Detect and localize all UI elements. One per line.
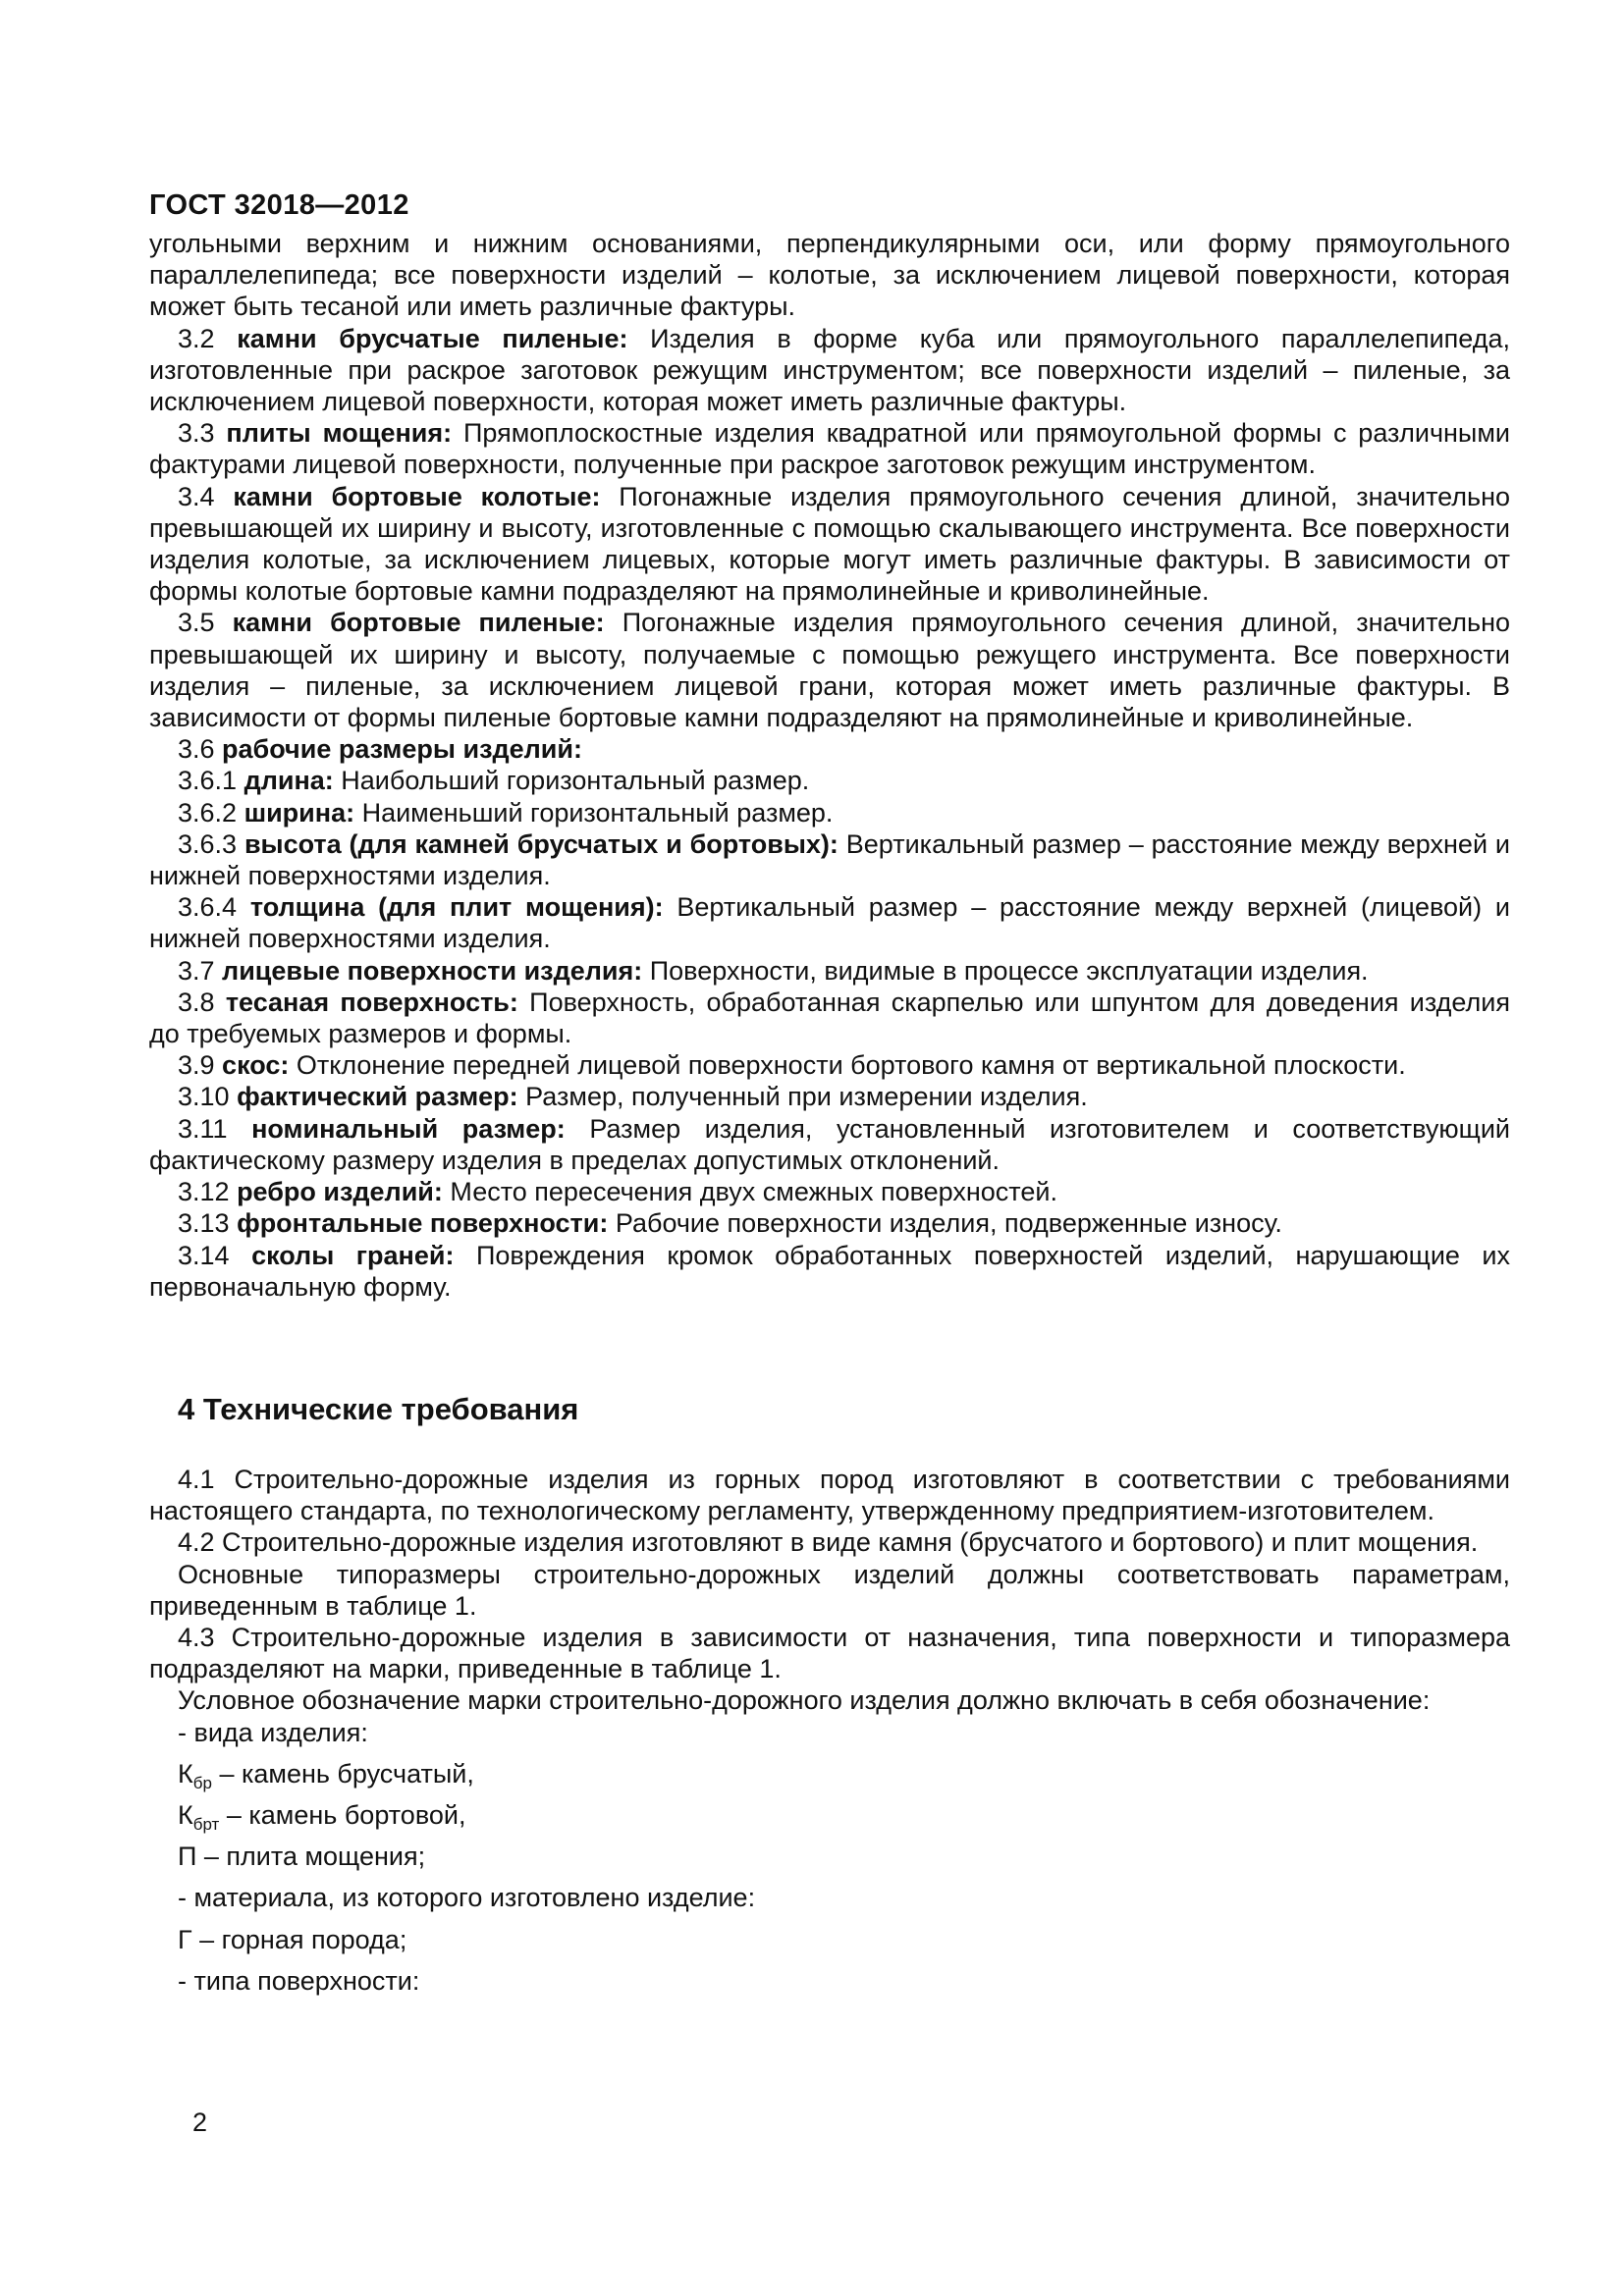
term-paragraph-3-5: 3.5 камни бортовые пиленые: Погонажные изделия прямоугольного сечения длиной, значительно превышающей их ширину и высоту, получаемые с помощью режущего инструмента. Все поверхности изделия – пиленые, за исключением лицевой грани, которая может иметь различные фактуры. В зависимости от формы пиленые бортовые камни подразделяют на прямолинейные и криволинейные. <box>149 608 1510 733</box>
designation-item-surface-type: - типа поверхности: <box>178 1965 420 1996</box>
term-paragraph-3-4: 3.4 камни бортовые колотые: Погонажные изделия прямоугольного сечения длиной, значительно превышающей их ширину и высоту, изготовленные с помощью скалывающего инструмента. Все поверхности изделия колотые, за исключением лицевых, которые могут иметь различные фактуры. В зависимости от формы колотые бортовые камни подразделяют на прямолинейные и криволинейные. <box>149 481 1510 607</box>
designation-item-kbrt: $К_{брт}$ – камень бортовой, <box>178 1799 466 1834</box>
term-paragraph-3-13: 3.13 фронтальные поверхности: Рабочие поверхности изделия, подверженные износу. <box>178 1208 1282 1239</box>
term-paragraph-3-2: 3.2 камни брусчатые пиленые: Изделия в форме куба или прямоугольного параллелепипеда, изготовленные при раскрое заготовок режущим инструментом; все поверхности изделий – пиленые, за исключением лицевой поверхности, которая может иметь различные фактуры. <box>149 323 1510 417</box>
paragraph-4-2-note: Основные типоразмеры строительно-дорожных изделий должны соответствовать параметрам, приведенным в таблице 1. <box>149 1559 1510 1621</box>
paragraph-4-3: 4.3 Строительно-дорожные изделия в зависимости от назначения, типа поверхности и типоразмера подразделяют на марки, приведенные в таблице 1. <box>149 1622 1510 1684</box>
term-paragraph-3-7: 3.7 лицевые поверхности изделия: Поверхности, видимые в процессе эксплуатации изделия. <box>178 955 1369 986</box>
term-paragraph-3-10: 3.10 фактический размер: Размер, полученный при измерении изделия. <box>178 1082 1088 1112</box>
term-paragraph-3-12: 3.12 ребро изделий: Место пересечения двух смежных поверхностей. <box>178 1177 1057 1207</box>
paragraph-4-3-designation: Условное обозначение марки строительно-дорожного изделия должно включать в себя обозначение: <box>178 1685 1431 1716</box>
paragraph-text: угольными верхним и нижним основаниями, перпендикулярными оси, или форму прямоугольного параллелепипеда; все поверхности изделий – колотые, за исключением лицевой поверхности, которая может быть тесаной или иметь различные фактуры. <box>149 229 1510 322</box>
term-paragraph-3-14: 3.14 сколы граней: Повреждения кромок обработанных поверхностей изделий, нарушающие их первоначальную форму. <box>149 1240 1510 1302</box>
text-block <box>149 189 1510 2006</box>
document-number: ГОСТ 32018—2012 <box>149 189 409 221</box>
term-paragraph-3-6-2: 3.6.2 ширина: Наименьший горизонтальный размер. <box>178 797 834 828</box>
term-paragraph-3-6-3: 3.6.3 высота (для камней брусчатых и бортовых): Вертикальный размер – расстояние между верхней и нижней поверхностями изделия. <box>149 828 1510 891</box>
term-paragraph-3-8: 3.8 тесаная поверхность: Поверхность, обработанная скарпелью или шпунтом для доведения изделия до требуемых размеров и формы. <box>149 987 1511 1049</box>
paragraph-continuation <box>149 228 1510 323</box>
paragraph-4-1: 4.1 Строительно-дорожные изделия из горных пород изготовляют в соответствии с требованиями настоящего стандарта, по технологическому регламенту, утвержденному предприятием-изготовителем. <box>149 1464 1510 1526</box>
term-paragraph-3-11: 3.11 номинальный размер: Размер изделия, установленный изготовителем и соответствующий фактическому размеру изделия в пределах допустимых отклонений. <box>149 1113 1510 1175</box>
term-paragraph-3-6-4: 3.6.4 толщина (для плит мощения): Вертикальный размер – расстояние между верхней (лицевой) и нижней поверхностями изделия. <box>149 892 1510 954</box>
designation-item-p: П – плита мощения; <box>178 1842 426 1872</box>
section-4-heading: 4 Технические требования <box>178 1391 579 1426</box>
designation-item-kbr: $К_{бр}$ – камень брусчатый, <box>178 1758 474 1792</box>
term-paragraph-3-6-1: 3.6.1 длина: Наибольший горизонтальный размер. <box>178 766 810 796</box>
term-paragraph-3-6: 3.6 рабочие размеры изделий: <box>178 734 582 765</box>
paragraph-4-2: 4.2 Строительно-дорожные изделия изготовляют в виде камня (брусчатого и бортового) и плит мощения. <box>178 1527 1479 1558</box>
designation-item-material: - материала, из которого изготовлено изделие: <box>178 1883 756 1913</box>
term-paragraph-3-3: 3.3 плиты мощения: Прямоплоскостные изделия квадратной или прямоугольной формы с различными фактурами лицевой поверхности, полученные при раскрое заготовок режущим инструментом. <box>149 418 1510 480</box>
term-paragraph-3-9: 3.9 скос: Отклонение передней лицевой поверхности бортового камня от вертикальной плоскости. <box>178 1050 1406 1081</box>
designation-item-vid: - вида изделия: <box>178 1717 368 1747</box>
page-number: 2 <box>192 2108 208 2137</box>
designation-item-g: Г – горная порода; <box>178 1924 407 1954</box>
